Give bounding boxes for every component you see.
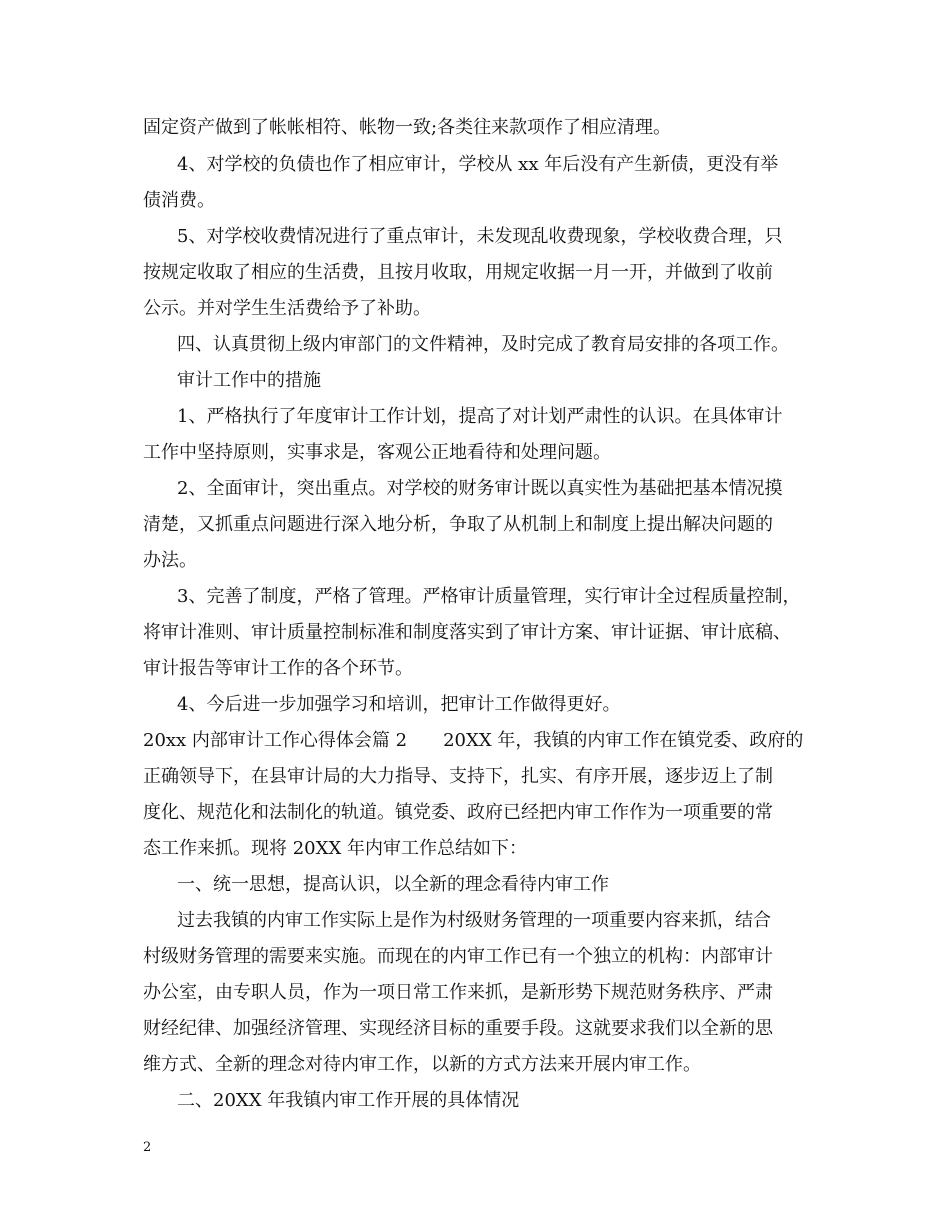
- text-line-17: 4、今后进一步加强学习和培训，把审计工作做得更好。: [177, 694, 621, 715]
- text-line-7: 四、认真贯彻上级内审部门的文件精神，及时完成了教育局安排的各项工作。: [177, 334, 789, 355]
- text-line-3: 债消费。: [143, 190, 215, 211]
- text-line-22: 一、统一思想，提高认识，以全新的理念看待内审工作: [177, 874, 609, 895]
- section-heading-measures: 审计工作中的措施: [177, 370, 321, 391]
- text-line-15: 将审计准则、审计质量控制标准和制度落实到了审计方案、审计证据、审计底稿、: [143, 622, 791, 643]
- text-line-6: 公示。并对学生生活费给予了补助。: [143, 298, 431, 319]
- section-heading-part-2: 20xx 内部审计工作心得体会篇 2 20XX 年，我镇的内审工作在镇党委、政府的: [143, 730, 804, 751]
- text-line-21: 态工作来抓。现将 20XX 年内审工作总结如下：: [143, 838, 527, 859]
- text-line-20: 度化、规范化和法制化的轨道。镇党委、政府已经把内审工作作为一项重要的常: [143, 802, 773, 823]
- text-line-1: 固定资产做到了帐帐相符、帐物一致;各类往来款项作了相应清理。: [143, 117, 672, 138]
- text-line-26: 财经纪律、加强经济管理、实现经济目标的重要手段。这就要求我们以全新的思: [143, 1018, 773, 1039]
- text-line-13: 办法。: [143, 550, 197, 571]
- text-line-19: 正确领导下，在县审计局的大力指导、支持下，扎实、有序开展，逐步迈上了制: [143, 766, 773, 787]
- text-line-12: 清楚，又抓重点问题进行深入地分析，争取了从机制上和制度上提出解决问题的: [143, 514, 773, 535]
- text-line-11: 2、全面审计，突出重点。对学校的财务审计既以真实性为基础把基本情况摸: [177, 478, 783, 499]
- text-line-16: 审计报告等审计工作的各个环节。: [143, 658, 413, 679]
- text-line-9: 1、严格执行了年度审计工作计划，提高了对计划严肃性的认识。在具体审计: [177, 406, 783, 427]
- text-line-28: 二、20XX 年我镇内审工作开展的具体情况: [177, 1090, 520, 1111]
- text-line-23: 过去我镇的内审工作实际上是作为村级财务管理的一项重要内容来抓，结合: [177, 910, 771, 931]
- text-line-25: 办公室，由专职人员，作为一项日常工作来抓，是新形势下规范财务秩序、严肃: [143, 982, 773, 1003]
- text-line-2: 4、对学校的负债也作了相应审计，学校从 xx 年后没有产生新债，更没有举: [177, 154, 779, 175]
- text-line-10: 工作中坚持原则，实事求是，客观公正地看待和处理问题。: [143, 442, 611, 463]
- text-line-5: 按规定收取了相应的生活费，且按月收取，用规定收据一月一开，并做到了收前: [143, 262, 773, 283]
- page-number: 2: [143, 1140, 152, 1155]
- text-line-27: 维方式、全新的理念对待内审工作，以新的方式方法来开展内审工作。: [143, 1054, 701, 1075]
- text-line-14: 3、完善了制度，严格了管理。严格审计质量管理，实行审计全过程质量控制，: [177, 586, 801, 607]
- text-line-4: 5、对学校收费情况进行了重点审计，未发现乱收费现象，学校收费合理，只: [177, 226, 783, 247]
- text-line-24: 村级财务管理的需要来实施。而现在的内审工作已有一个独立的机构：内部审计: [143, 946, 773, 967]
